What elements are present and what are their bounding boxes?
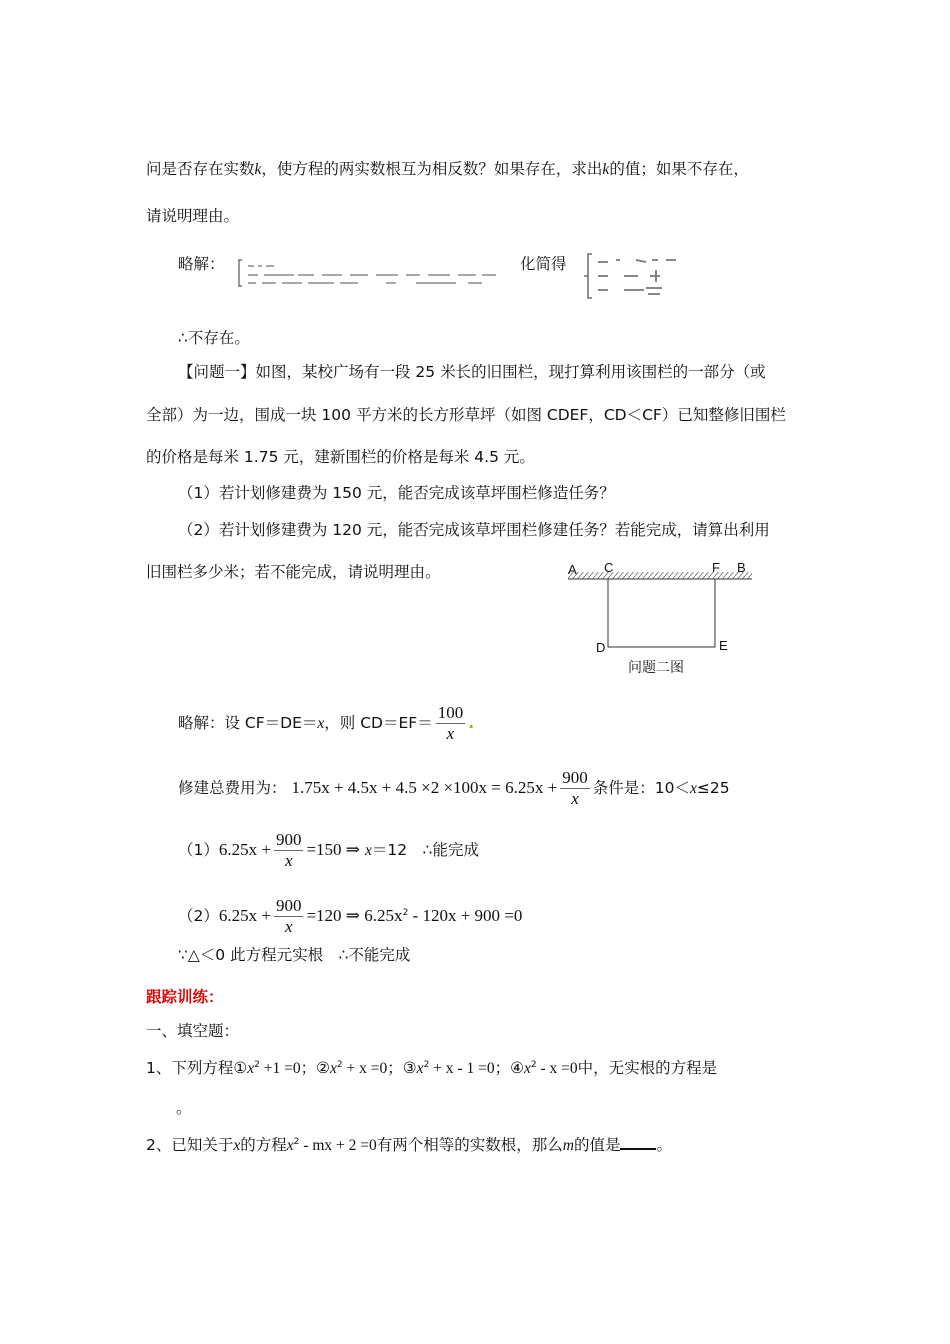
problem-line-1: 问是否存在实数k，使方程的两实数根互为相反数？如果存在，求出k的值；如果不存在， [146, 160, 749, 178]
fill-blank-heading: 一、填空题： [146, 1022, 240, 1040]
label-a: A [568, 562, 577, 577]
simplified-system-image [584, 252, 724, 300]
fence-diagram [560, 570, 760, 660]
problem1-question-2: （2）若计划修建费为 120 元，能否完成该草坪围栏修建任务？若能完成，请算出利用 [178, 521, 770, 539]
problem1-question-2-cont: 旧围栏多少米；若不能完成，请说明理由。 [146, 563, 441, 581]
case-1-line: （1）6.25x + $\frac{900}{x}$ =150 ⇒ x＝12 ∴能完成 [178, 830, 479, 870]
rectangle-cdef [608, 579, 715, 647]
system-of-equations-image [236, 256, 506, 290]
conclusion-1: ∴不存在。 [178, 329, 250, 347]
question-2: 2、已知关于x的方程$x^2$ - mx + 2 =0有两个相等的实数根，那么m的值是 。 [146, 1136, 672, 1155]
conclusion-2: ∵△＜0 此方程元实根 ∴不能完成 [178, 946, 411, 964]
simplify-label: 化简得 [520, 255, 567, 273]
tracking-heading: 跟踪训练： [146, 988, 224, 1006]
cost-line: 修建总费用为： 1.75x + 4.5x + 4.5 ×2 ×100x = 6.25x + $\frac{900}{x}$ 条件是：10＜x≤25 [178, 768, 730, 808]
question-1-end: 。 [176, 1099, 192, 1117]
label-c: C [604, 560, 614, 575]
old-fence-hatch [568, 572, 752, 579]
var-k: k [602, 161, 610, 178]
solution-label: 略解： [178, 255, 225, 273]
case-2-line: （2）6.25x + $\frac{900}{x}$ =120 ⇒ $6.25x^2 - 120x + 900 =0$ [178, 896, 523, 936]
problem1-line-2: 全部）为一边，围成一块 100 平方米的长方形草坪（如图 CDEF，CD＜CF）已知整修旧围栏 [146, 406, 786, 424]
var-k: k [254, 161, 262, 178]
answer-blank[interactable] [620, 1134, 656, 1150]
fraction-900-over-x: $\frac{900}{x}$ [562, 768, 588, 808]
problem1-line-1: 【问题一】如图，某校广场有一段 25 米长的旧围栏，现打算利用该围栏的一部分（或 [178, 363, 766, 381]
problem1-question-1: （1）若计划修建费为 150 元，能否完成该草坪围栏修造任务？ [178, 484, 615, 502]
label-f: F [712, 560, 720, 575]
label-d: D [596, 640, 606, 655]
problem-line-2: 请说明理由。 [146, 207, 240, 225]
fraction-100-over-x: $\frac{100}{x}$ [437, 703, 464, 743]
problem1-line-3: 的价格是每米 1.75 元，建新围栏的价格是每米 4.5 元。 [146, 448, 535, 466]
figure-caption: 问题二图 [628, 660, 684, 676]
label-b: B [737, 560, 746, 575]
question-1: 1、下列方程$①x^2 +1 =0$；$②x^2 + x =0$；$③x^2 + x - 1 =0$；$④x^2 - x =0$中，无实根的方程是 [146, 1059, 718, 1078]
label-e: E [719, 638, 728, 653]
solution2-line: 略解：设 CF＝DE＝x，则 CD＝EF＝ $\frac{100}{x}$ . [178, 703, 475, 743]
